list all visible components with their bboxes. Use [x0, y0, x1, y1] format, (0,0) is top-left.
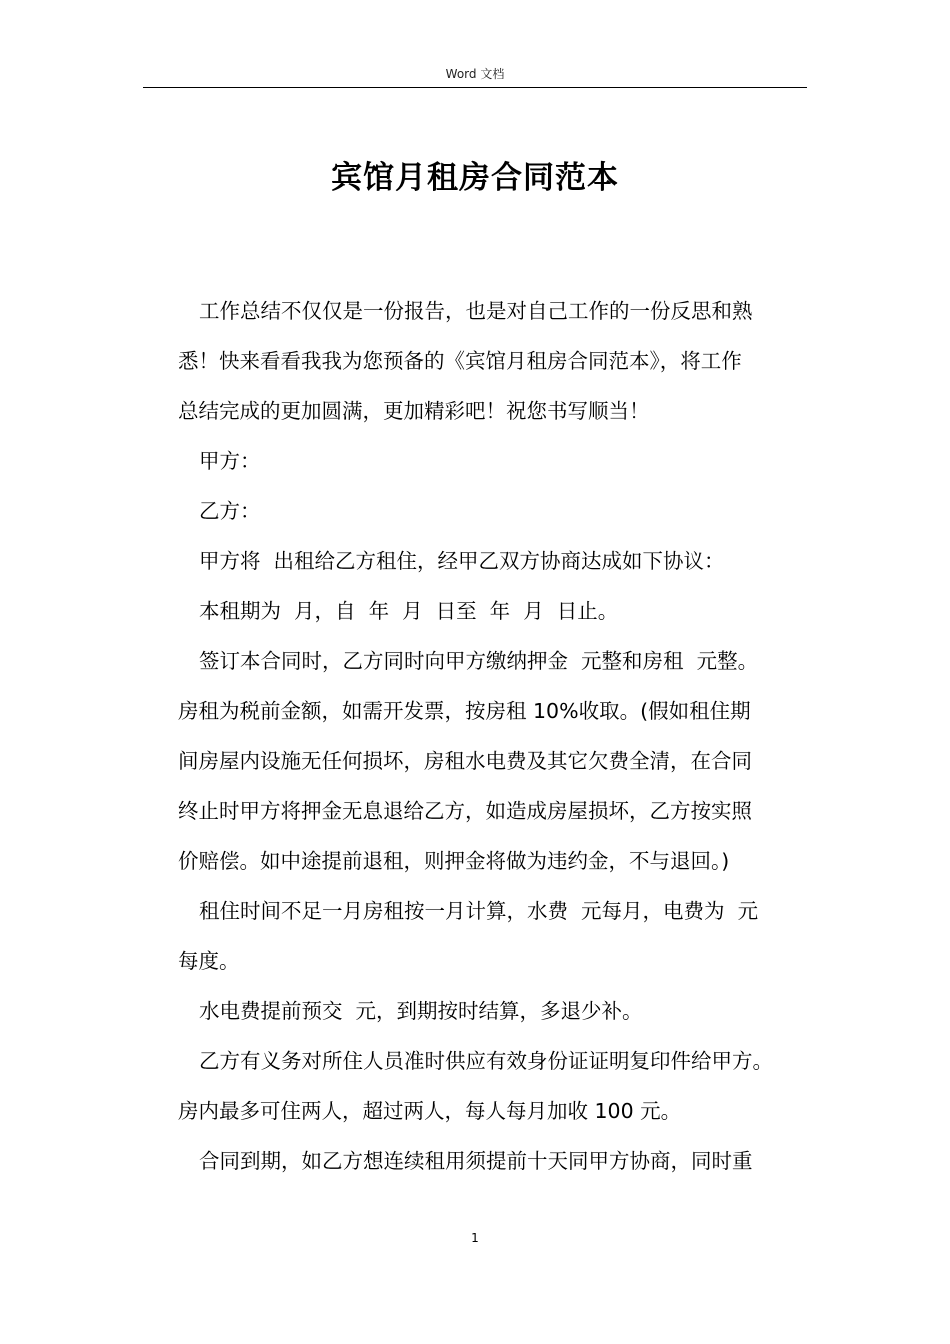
text-line: 房租为税前金额，如需开发票，按房租 10%收取。(假如租住期	[178, 699, 751, 723]
header-rule	[143, 87, 807, 88]
paragraph	[178, 486, 806, 536]
paragraph	[178, 886, 806, 986]
page-number: 1	[471, 1231, 479, 1245]
page-header-label: Word 文档	[445, 67, 505, 81]
text-line: 价赔偿。如中途提前退租，则押金将做为违约金，不与退回。)	[178, 849, 730, 873]
text-line: 本租期为 月，自 年 月 日至 年 月 日止。	[199, 599, 619, 623]
text-line: 终止时甲方将押金无息退给乙方，如造成房屋损坏，乙方按实照	[178, 799, 752, 823]
paragraph	[178, 636, 806, 886]
text-line: 甲方：	[199, 449, 261, 473]
document-body	[178, 286, 806, 1186]
text-line: 合同到期，如乙方想连续租用须提前十天同甲方协商，同时重	[199, 1149, 753, 1173]
paragraph	[178, 986, 806, 1036]
text-line: 每度。	[178, 949, 240, 973]
text-line: 乙方：	[199, 499, 261, 523]
text-line: 乙方有义务对所住人员准时供应有效身份证证明复印件给甲方。	[199, 1049, 773, 1073]
paragraph	[178, 436, 806, 486]
paragraph	[178, 286, 806, 436]
text-line: 房内最多可住两人，超过两人，每人每月加收 100 元。	[178, 1099, 682, 1123]
paragraph	[178, 536, 806, 586]
text-line: 悉！快来看看我我为您预备的《宾馆月租房合同范本》，将工作	[178, 349, 742, 373]
text-line: 租住时间不足一月房租按一月计算，水费 元每月，电费为 元	[199, 899, 759, 923]
text-line: 签订本合同时，乙方同时向甲方缴纳押金 元整和房租 元整。	[199, 649, 759, 673]
text-line: 甲方将 出租给乙方租住，经甲乙双方协商达成如下协议：	[199, 549, 725, 573]
paragraph	[178, 1036, 806, 1136]
text-line: 水电费提前预交 元，到期按时结算，多退少补。	[199, 999, 643, 1023]
text-line: 工作总结不仅仅是一份报告，也是对自己工作的一份反思和熟	[199, 299, 753, 323]
text-line: 总结完成的更加圆满，更加精彩吧！祝您书写顺当！	[178, 399, 650, 423]
paragraph	[178, 586, 806, 636]
paragraph	[178, 1136, 806, 1186]
text-line: 间房屋内设施无任何损坏，房租水电费及其它欠费全清，在合同	[178, 749, 752, 773]
document-title: 宾馆月租房合同范本	[331, 160, 619, 196]
